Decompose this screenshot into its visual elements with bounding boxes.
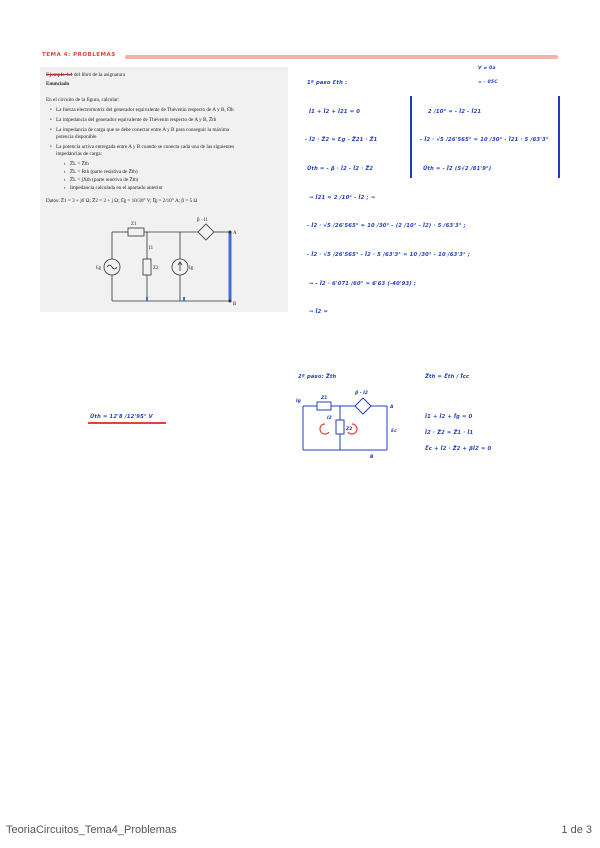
ig-label: Ig: [189, 266, 194, 271]
eq-left-6: - Ī2 · √5 /26'565° - Ī2 · 5 /63'3° = 10 /30° - 10 /63'3° ;: [307, 252, 471, 258]
page-heading: TEMA 4: PROBLEMAS: [42, 52, 116, 58]
bullet-3: • La impedancia de carga que se debe conectar entre A y B para conseguir la máxima: [56, 127, 229, 133]
result-underline: [88, 422, 166, 424]
step2-label: 2º paso: Z̅th: [298, 374, 337, 380]
subitem-1: ▪ Z̅L = Z̅th: [70, 161, 89, 167]
eq-right-1: 2 /10° = - Ī2 - Ī21: [428, 109, 482, 115]
sc-ig: Ig: [296, 399, 301, 404]
i1-label: I1: [149, 246, 154, 251]
eq-right-3: Ūth = - Ī2 (5√2 /81'9°): [423, 166, 492, 172]
eq-left-4: ⇒ Ī21 = 2 /10° - Ī2 ; ⇒: [309, 195, 376, 201]
eq-left-5: - Ī2 · √5 /26'565° = 10 /30° - (2 /10° - Ī2) · 5 /63'3° ;: [307, 223, 466, 229]
sc-z2: Z2: [346, 427, 353, 432]
sc-b: B: [370, 455, 374, 460]
terminal-a: A: [233, 231, 237, 236]
eq-left-7: ⇒ - Ī2 · 6'071 /60° = 6'63 (-40'93) ;: [309, 281, 417, 287]
small-circuit: [295, 388, 415, 463]
z2-resistor: [143, 259, 151, 275]
dep-label: β · I1: [197, 218, 208, 223]
subitem-3: ▪ Z̅L = jXth (parte reactiva de Z̅th): [70, 177, 138, 183]
note-top-2: = - 05C: [478, 80, 498, 85]
z1-label: Z1: [131, 222, 137, 227]
step2-eq-3: Ɛ̅c + Ī2 · Z̅2 + βĪ2 = 0: [425, 446, 492, 452]
eq-left-1: Ī1 + Ī2 + Ī21 = 0: [309, 109, 361, 115]
enunciado-label: Enunciado: [46, 82, 70, 87]
terminal-b: B: [233, 302, 237, 307]
eg-label: Ɛg: [96, 266, 102, 271]
step2-eq-2: Ī2 · Z̅2 = Z̅1 · Ī1: [425, 430, 474, 436]
step1-label: 1º paso Ɛth :: [307, 80, 348, 86]
subitem-2: ▪ Z̅L = Rth (parte resistiva de Z̅th): [70, 169, 138, 175]
bullet-3-cont: potencia disponible: [56, 134, 97, 140]
example-heading: Ejemplo 4.4 del libro de la asignatura: [46, 72, 126, 78]
bracket-left: [410, 96, 412, 178]
subitem-4: ▪ Impedancia calculada en el apartado anterior: [70, 185, 163, 191]
circuit-diagram: [80, 217, 240, 307]
bullet-4-cont: impedancias de carga:: [56, 151, 102, 157]
dependent-source: [198, 224, 214, 240]
z1-resistor: [128, 228, 144, 236]
document-filename: TeoriaCircuitos_Tema4_Problemas: [6, 824, 177, 836]
sc-i2: I2: [327, 416, 332, 421]
eq-left-3: Ūth = - β · Ī2 - Ī2 · Z̅2: [307, 166, 374, 172]
sc-a: A: [390, 405, 394, 410]
sc-z1: Z1: [321, 396, 328, 401]
datos-line: Datos: Z̅1 = 3 + j6 Ω; Z̅2 = 2 + j Ω; Ɛ̅g = 10/30° V; Ī̅g = 2/10° A; β = 5 Ω: [46, 198, 198, 204]
step2-eq-1: Ī1 + Ī2 + Ī̅g = 0: [425, 414, 473, 420]
sc-dep: β · I2: [355, 391, 368, 396]
textbook-excerpt: [40, 67, 288, 312]
eq-left-8: ⇒ Ī2 =: [309, 309, 329, 315]
note-top-1: V ≠ 0a: [478, 66, 496, 71]
bullet-4: • La potencia activa entregada entre A y B cuando se conecta cada una de las siguientes: [56, 144, 234, 150]
heading-underline: [125, 55, 558, 59]
bracket-right: [558, 96, 560, 178]
bullet-2: • La impedancia del generador equivalente de Thévenin respecto de A y B, Z̅th: [56, 117, 216, 123]
sc-ec: Ɛc: [391, 429, 397, 434]
eq-right-2: - Ī2 · √5 /26'565° = 10 /30° - Ī21 · 5 /63'3°: [420, 137, 549, 143]
bullet-1: • La fuerza electromotriz del generador equivalente de Thévenin respecto de A y B, Ɛ̅th: [56, 107, 234, 113]
zth-formula: Z̅th = Ɛ̅th / Ī̅cc: [425, 374, 470, 380]
z2-label: Z2: [153, 266, 159, 271]
uth-result: Ūth = 12'8 /12'95° V: [90, 414, 153, 420]
page-indicator: 1 de 3: [561, 824, 592, 836]
intro-text: En el circuito de la figura, calcular:: [46, 97, 120, 103]
eq-left-2: - Ī2 · Z̅2 = Ɛg - Z̅21 · Z̅1: [305, 137, 378, 143]
